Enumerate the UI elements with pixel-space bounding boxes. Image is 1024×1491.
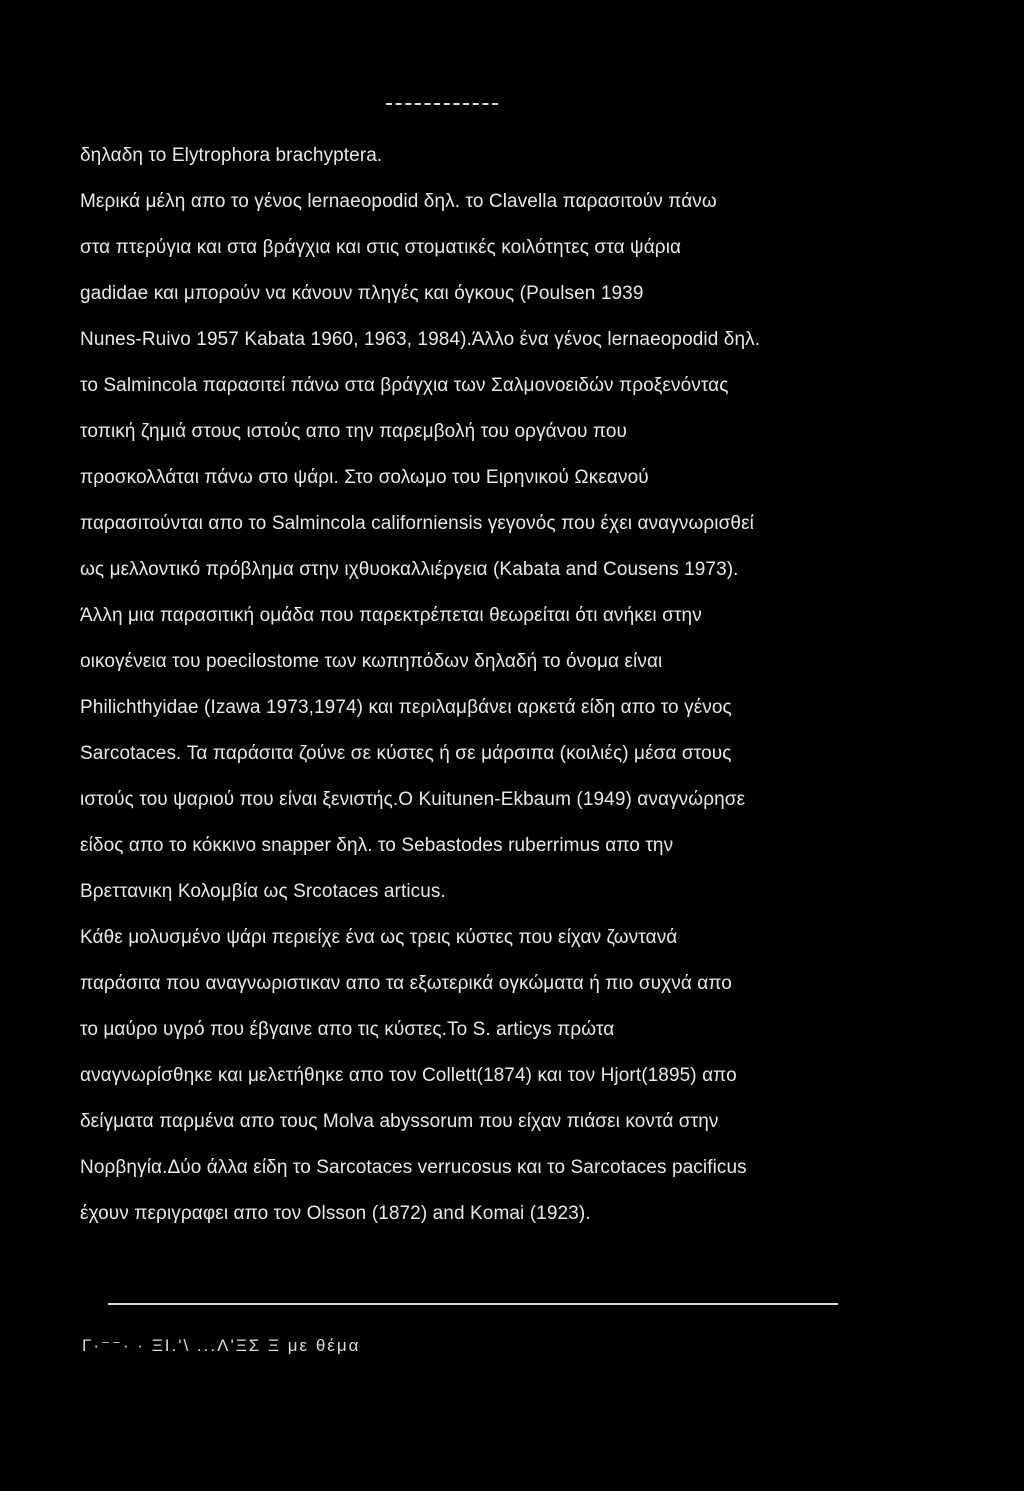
text-line-3: στα πτερύγια και στα βράγχια και στις στοματικές κοιλότητες στα ψάρια xyxy=(80,237,682,258)
body-text xyxy=(80,133,920,1237)
text-line-6: το Salmincola παρασιτεί πάνω στα βράγχια των Σαλμονοειδών προξενόντας xyxy=(80,375,729,396)
text-line-12: οικογένεια του poecilostome των κωπηπόδων δηλαδή το όνομα είναι xyxy=(80,651,663,672)
text-line-11: Άλλη μια παρασιτική ομάδα που παρεκτρέπεται θεωρείται ότι ανήκει στην xyxy=(80,605,702,626)
text-line-8: προσκολλάται πάνω στο ψάρι. Στο σολωμο του Ειρηνικού Ωκεανού xyxy=(80,467,649,488)
text-line-10: ως μελλοντικό πρόβλημα στην ιχθυοκαλλιέργεια (Kabata and Cousens 1973). xyxy=(80,559,739,580)
text-line-7: τοπική ζημιά στους ιστούς απο την παρεμβολή του οργάνου που xyxy=(80,421,627,442)
text-line-16: είδος απο το κόκκινο snapper δηλ. το Sebastodes ruberrimus απο την xyxy=(80,835,674,856)
text-line-23: Νορβηγία.Δύο άλλα είδη το Sarcotaces verrucosus και το Sarcotaces pacificus xyxy=(80,1157,747,1178)
text-line-15: ιστούς του ψαριού που είναι ξενιστής.Ο Kuitunen-Ekbaum (1949) αναγνώρησε xyxy=(80,789,746,810)
text-line-9: παρασιτούνται απο το Salmincola californiensis γεγονός που έχει αναγνωρισθεί xyxy=(80,513,754,534)
footnote-text: Γ·⁻⁻· · ΞΙ.'\ ...Λ'ΞΣ Ξ με θέμα xyxy=(82,1336,361,1355)
text-line-13: Philichthyidae (Izawa 1973,1974) και περιλαμβάνει αρκετά είδη απο το γένος xyxy=(80,697,732,718)
text-line-4: gadidae και μπορούν να κάνουν πληγές και όγκους (Poulsen 1939 xyxy=(80,283,644,304)
text-line-18: Κάθε μολυσμένο ψάρι περιείχε ένα ως τρεις κύστες που είχαν ζωντανά xyxy=(80,927,678,948)
top-dashed-rule xyxy=(386,103,498,105)
text-line-21: αναγνωρίσθηκε και μελετήθηκε απο τον Collett(1874) και τον Hjort(1895) απο xyxy=(80,1065,737,1086)
text-line-14: Sarcotaces. Τα παράσιτα ζούνε σε κύστες ή σε μάρσιπα (κοιλιές) μέσα στους xyxy=(80,743,732,764)
text-line-1: δηλαδη το Elytrophora brachyptera. xyxy=(80,145,383,166)
text-line-17: Βρεττανικη Κολομβία ως Srcotaces articus. xyxy=(80,881,446,902)
text-line-20: το μαύρο υγρό που έβγαινε απο τις κύστες.Το S. articys πρώτα xyxy=(80,1019,615,1040)
text-line-5: Nunes-Ruivo 1957 Kabata 1960, 1963, 1984).Άλλο ένα γένος lernaeopodid δηλ. xyxy=(80,329,761,350)
text-line-22: δείγματα παρμένα απο τους Molva abyssorum που είχαν πιάσει κοντά στην xyxy=(80,1111,719,1132)
text-line-24: έχουν περιγραφει απο τον Olsson (1872) and Komai (1923). xyxy=(80,1203,591,1224)
footnote-rule xyxy=(108,1303,838,1305)
text-line-19: παράσιτα που αναγνωριστικαν απο τα εξωτερικά ογκώματα ή πιο συχνά απο xyxy=(80,973,732,994)
text-line-2: Μερικά μέλη απο το γένος lernaeopodid δηλ. το Clavella παρασιτούν πάνω xyxy=(80,191,717,212)
